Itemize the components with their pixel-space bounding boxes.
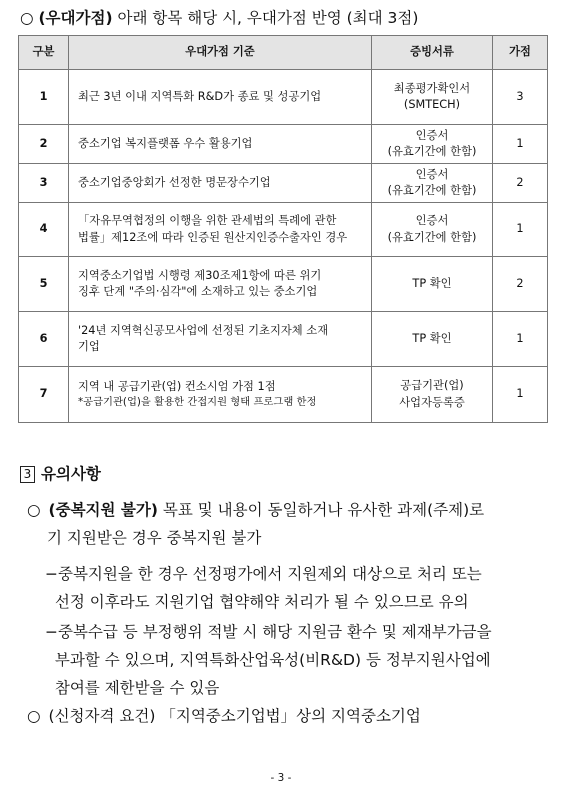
table-row xyxy=(19,164,548,203)
table-row xyxy=(19,367,548,423)
paragraph-line: −중복지원을 한 경우 선정평가에서 지원제외 대상으로 처리 또는 xyxy=(45,565,482,583)
row-number: 7 xyxy=(19,367,69,423)
row-criteria xyxy=(69,203,372,257)
document-line: 공급기관(업) xyxy=(400,379,464,393)
row-points: 2 xyxy=(493,164,548,203)
table-row xyxy=(19,257,548,312)
paragraph-line: −중복수급 등 부정행위 적발 시 해당 지원금 환수 및 제재부가금을 xyxy=(45,623,492,641)
table-row xyxy=(19,70,548,125)
paragraph-line: 선정 이후라도 지원기업 협약해약 처리가 될 수 있으므로 유의 xyxy=(45,593,469,611)
row-documents xyxy=(372,164,493,203)
col-header-category: 구분 xyxy=(19,36,69,70)
heading-tag: (우대가점) xyxy=(38,9,113,27)
row-points: 3 xyxy=(493,70,548,125)
row-criteria xyxy=(69,125,372,164)
row-number: 2 xyxy=(19,125,69,164)
paragraph-tag: (신청자격 요건) xyxy=(48,707,156,725)
paragraph-line: 참여를 제한받을 수 있음 xyxy=(45,679,220,697)
paragraph-line: 부과할 수 있으며, 지역특화산업육성(비R&D) 등 정부지원사업에 xyxy=(45,651,491,669)
duplicate-support-paragraph xyxy=(27,496,484,552)
paragraph-tag: (중복지원 불가) xyxy=(48,501,158,519)
row-documents xyxy=(372,367,493,423)
criteria-line: 최근 3년 이내 지역특화 R&D가 종료 및 성공기업 xyxy=(78,89,322,103)
section-heading xyxy=(20,462,101,484)
col-header-documents: 증빙서류 xyxy=(372,36,493,70)
criteria-line: 기업 xyxy=(78,340,100,353)
row-points: 1 xyxy=(493,203,548,257)
criteria-line: 법률」제12조에 따라 인증된 원산지인증수출자인 경우 xyxy=(78,230,348,244)
bonus-points-table xyxy=(18,35,548,423)
row-number: 3 xyxy=(19,164,69,203)
heading-text: 아래 항목 해당 시, 우대가점 반영 (최대 3점) xyxy=(117,9,419,27)
document-line: (SMTECH) xyxy=(403,98,461,111)
document-line: (유효기간에 한함) xyxy=(387,145,477,158)
row-documents xyxy=(372,203,493,257)
section-title: 유의사항 xyxy=(41,465,101,483)
document-line: 인증서 xyxy=(415,128,449,142)
criteria-note: *공급기관(업)을 활용한 간접지원 형태 프로그램 한정 xyxy=(78,396,317,409)
criteria-line: 중소기업 복지플랫폼 우수 활용기업 xyxy=(78,136,253,150)
criteria-line: 징후 단계 "주의·심각"에 소재하고 있는 중소기업 xyxy=(78,285,318,298)
page-number: - 3 - xyxy=(270,772,292,784)
document-line: 최종평가확인서 xyxy=(393,81,471,95)
row-number: 6 xyxy=(19,312,69,367)
col-header-criteria: 우대가점 기준 xyxy=(69,36,372,70)
row-documents xyxy=(372,257,493,312)
row-number: 1 xyxy=(19,70,69,125)
criteria-line: 지역 내 공급기관(업) 컨소시엄 가점 1점 xyxy=(78,379,276,393)
bullet-circle: ○ xyxy=(27,501,41,519)
row-number: 4 xyxy=(19,203,69,257)
paragraph-line xyxy=(27,496,484,524)
document-line: (유효기간에 한함) xyxy=(387,184,477,197)
row-criteria xyxy=(69,164,372,203)
bullet-circle: ○ xyxy=(27,707,41,725)
document-line: TP 확인 xyxy=(412,331,452,345)
duplicate-note-1 xyxy=(45,560,482,616)
paragraph-line: 기 지원받은 경우 중복지원 불가 xyxy=(47,529,262,547)
row-points: 2 xyxy=(493,257,548,312)
row-criteria xyxy=(69,257,372,312)
document-line: TP 확인 xyxy=(412,276,452,290)
document-line: 사업자등록증 xyxy=(399,395,465,409)
row-points: 1 xyxy=(493,312,548,367)
col-header-points: 가점 xyxy=(493,36,548,70)
document-line: 인증서 xyxy=(415,167,449,181)
table-row xyxy=(19,125,548,164)
paragraph-text: 「지역중소기업법」상의 지역중소기업 xyxy=(160,707,421,725)
row-documents xyxy=(372,70,493,125)
table-row xyxy=(19,312,548,367)
heading-bullet: ○ xyxy=(20,9,34,27)
document-line: (유효기간에 한함) xyxy=(387,230,477,244)
table-row xyxy=(19,203,548,257)
table-header-row xyxy=(19,36,548,70)
row-documents xyxy=(372,312,493,367)
row-number: 5 xyxy=(19,257,69,312)
duplicate-note-2 xyxy=(45,618,492,702)
bonus-points-heading xyxy=(20,6,418,28)
eligibility-paragraph xyxy=(27,702,421,730)
row-points: 1 xyxy=(493,125,548,164)
criteria-line: '24년 지역혁신공모사업에 선정된 기초지자체 소재 xyxy=(78,323,329,337)
criteria-line: 「자유무역협정의 이행을 위한 관세법의 특례에 관한 xyxy=(78,214,337,228)
criteria-line: 지역중소기업법 시행령 제30조제1항에 따른 위기 xyxy=(78,268,322,282)
paragraph-text: 목표 및 내용이 동일하거나 유사한 과제(주제)로 xyxy=(162,501,485,519)
row-points: 1 xyxy=(493,367,548,423)
section-number-box: 3 xyxy=(20,466,35,483)
row-documents xyxy=(372,125,493,164)
row-criteria xyxy=(69,70,372,125)
row-criteria xyxy=(69,367,372,423)
document-line: 인증서 xyxy=(415,214,449,228)
row-criteria xyxy=(69,312,372,367)
criteria-line: 중소기업중앙회가 선정한 명문장수기업 xyxy=(78,175,271,189)
